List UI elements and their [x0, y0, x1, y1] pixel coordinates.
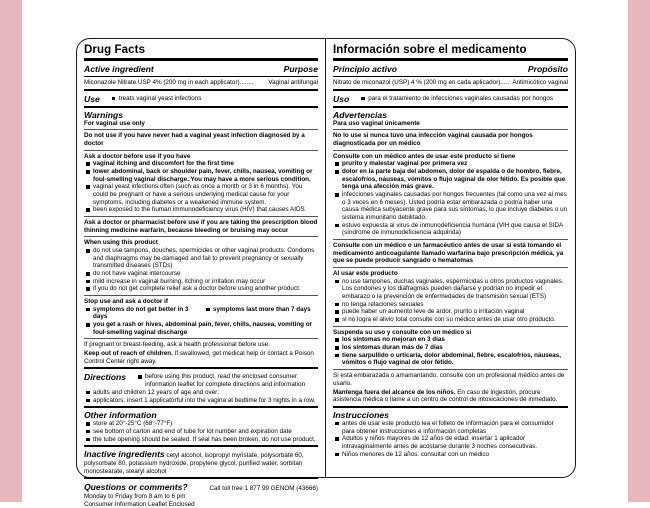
- active-ingredient-heading: Active ingredient: [84, 64, 154, 74]
- drug-facts-spanish-column: [326, 39, 575, 477]
- other-information-heading: Other information: [84, 410, 157, 421]
- directions-heading-es: Instrucciones: [333, 409, 389, 420]
- warnings-heading-es: Advertencias: [333, 109, 387, 120]
- use-heading: Use: [84, 93, 100, 104]
- active-ingredient-text: Miconazole Nitrate USP 4% (200 mg in each applicator)........: [84, 79, 254, 86]
- when-using-item-es: no use tampones, duchas vaginales, espermicidas u otros productos vaginales. Los condones y los diafragmas pueden dañarse y podrían no impedir el embarazo o la prevención de enfermedades de transmisión sexual (ETS): [333, 278, 568, 301]
- directions-item: adults and children 12 years of age and over:: [84, 389, 318, 397]
- ask-doctor-item: vaginal itching and discomfort for the first time: [84, 160, 318, 168]
- ask-doctor-item: been exposed to the human immunodeficiency virus (HIV) that causes AIDS: [84, 206, 318, 214]
- ask-pharmacist-text: Ask a doctor or pharmacist before use if you are taking the prescription blood thinning medicine warfarin, because bleeding or bruising may occur: [84, 219, 318, 234]
- when-using-item-es: si no logra el alivio total consulte con su médico antes de usar otro producto.: [333, 316, 568, 324]
- pink-edge-right: [628, 0, 650, 502]
- divider: [333, 76, 568, 77]
- ask-doctor-item-es: dolor en la parte baja del abdomen, dolor de espalda o de hombro, fiebre, escalofríos, náuseas, vómitos o flujo vaginal de olor fétido. Es posible que tenga una afección más grave.: [333, 168, 568, 191]
- divider: [84, 129, 318, 130]
- other-information-item: store at 20°-25°C (68°-77°F): [84, 420, 318, 428]
- questions-hours: Monday to Friday from 8 am to 6 pm: [84, 492, 186, 500]
- pregnancy-warning: If pregnant or breast-feeding, ask a health professional before use.: [84, 341, 270, 349]
- divider: [84, 445, 318, 447]
- directions-lead: before using this product, read the enclosed consumer information leaflet for complete directions and information: [136, 373, 318, 388]
- keep-out-of-reach-text: If swallowed, get medical help or contact a Poison Control Center right away.: [84, 350, 314, 365]
- divider: [84, 106, 318, 108]
- keep-out-of-reach-heading-es: Mantenga fuera del alcance de los niños.: [333, 388, 456, 396]
- divider: [333, 58, 568, 61]
- divider: [84, 216, 318, 217]
- questions-phone: Call toll free 1 877 99 GENOM (43666): [209, 485, 318, 493]
- use-text-es: para el tratamiento de infecciones vaginales causadas por hongos: [359, 95, 568, 103]
- use-heading-es: Uso: [333, 93, 350, 104]
- divider: [84, 58, 318, 61]
- warnings-subheading-es: Para uso vaginal únicamente: [333, 119, 420, 127]
- divider: [84, 295, 318, 296]
- when-using-item: if you do not get complete relief ask a doctor before using another product.: [84, 285, 318, 293]
- warnings-subheading: For vaginal use only: [84, 119, 145, 127]
- active-ingredient-text-es: Nitrato de miconazol (USP) 4 % (200 mg en cada aplicador).....: [333, 79, 510, 86]
- stop-use-item: you get a rash or hives, abdominal pain, fever, chills, nausea, vomiting or foul-smelling vaginal discharge: [84, 321, 318, 336]
- questions-leaflet: Consumer Information Leaflet Enclosed: [84, 500, 195, 508]
- ask-doctor-item: vaginal yeast infections often (such as once a month or 3 in 6 months). You could be pregnant or have a serious underlying medical cause for your symptoms, including diabetes or a weakened immune system.: [84, 183, 318, 206]
- inactive-ingredients-text: cetyl alcohol, isopropyl myristate, polysorbate 60, polysorbate 80, potassium hydroxide, propylene glycol, purified water, sorbitan monostearate, stearyl alcohol: [84, 452, 304, 475]
- directions-lead-es: antes de usar este producto lea el folleto de información para el consumidor para obtener instrucciones e información completas: [333, 420, 568, 435]
- warnings-heading: Warnings: [84, 109, 123, 120]
- ask-doctor-item-es: estuvo expuesta al virus de inmunodeficiencia humana (VIH que causa el SIDA (síndrome de inmunodeficiencia adquirida): [333, 222, 568, 237]
- when-using-item: do not have vaginal intercourse: [84, 270, 318, 278]
- when-using-heading: When using this product: [84, 239, 158, 247]
- divider: [84, 89, 318, 91]
- pink-edge-left: [0, 0, 22, 502]
- divider: [333, 129, 568, 130]
- directions-item-es: Niños menores de 12 años: consultar con un médico: [333, 451, 568, 459]
- purpose-text: Vaginal antifungal: [268, 79, 318, 86]
- ask-doctor-item-es: infecciones vaginales causadas por hongos frecuentes (tal como una vez al mes o 3 veces en 6 meses). Usted podría estar embarazada o podría haber una causa médica subyacente grave para sus síntomas, lo que incluye diabetes o un sistema inmunitario debilitado.: [333, 191, 568, 222]
- stop-use-heading-es: Suspenda su uso y consulte con un médico si: [333, 328, 472, 336]
- stop-use-item: symptoms do not get better in 3 days: [84, 306, 198, 321]
- when-using-item: mild increase in vaginal burning, itching or irritation may occur: [84, 278, 318, 286]
- other-information-item: see bottom of carton and end of tube for lot number and expiration date: [84, 428, 318, 436]
- divider: [84, 150, 318, 151]
- other-information-item: the tube opening should be sealed. If seal has been broken, do not use product.: [84, 436, 318, 444]
- pregnancy-warning-es: Si está embarazada o amamantando, consulte con un profesional médico antes de usarlo.: [333, 372, 565, 387]
- questions-heading: Questions or comments?: [84, 482, 188, 493]
- divider: [333, 369, 568, 370]
- divider: [333, 89, 568, 91]
- do-not-use-text: Do not use if you have never had a vaginal yeast infection diagnosed by a doctor: [84, 132, 305, 148]
- divider: [333, 150, 568, 151]
- stop-use-item-es: los síntomas no mejoran en 3 días: [333, 336, 568, 344]
- drug-facts-english-column: [77, 39, 326, 508]
- divider: [84, 406, 318, 408]
- purpose-text-es: Antimicótico vaginal: [512, 79, 568, 86]
- drug-facts-label: [76, 38, 576, 508]
- divider: [333, 106, 568, 108]
- divider: [84, 236, 318, 237]
- directions-item-es: Adultos y niños mayores de 12 años de edad: insertar 1 aplicador intravaginalmente antes de acostarse durante 3 noches consecutivas.: [333, 435, 568, 450]
- ask-doctor-item: lower abdominal, back or shoulder pain, fever, chills, nausea, vomiting or foul-smelling vaginal discharge. You may have a more serious condition.: [84, 168, 318, 183]
- ask-pharmacist-text-es: Consulte con un médico o un farmacéutico antes de usar si está tomando el medicamento anticoagulante llamado warfarina bajo prescripción médica, ya que se puede producir sangrado o hematomas: [333, 242, 564, 265]
- page-title-es: Información sobre el medicamento: [333, 44, 527, 56]
- do-not-use-text-es: No lo use si nunca tuvo una infección vaginal causada por hongos diagnosticada por un médico: [333, 132, 533, 148]
- stop-use-heading: Stop use and ask a doctor if: [84, 298, 168, 306]
- when-using-item: do not use tampons, douches, spermicides or other vaginal products. Condoms and diaphragms may be damaged and fail to prevent pregnancy or sexually transmitted diseases (STDs): [84, 247, 318, 270]
- divider: [84, 338, 318, 339]
- directions-item: applicators: insert 1 applicatorful into the vagina at bedtime for 3 nights in a row.: [84, 397, 318, 405]
- inactive-ingredients-heading: Inactive ingredients: [84, 449, 165, 460]
- page-title: Drug Facts: [84, 44, 146, 56]
- divider: [333, 267, 568, 268]
- when-using-heading-es: Al usar este producto: [333, 270, 398, 278]
- divider: [333, 326, 568, 327]
- purpose-heading-es: Propósito: [527, 64, 568, 74]
- stop-use-item: symptoms last more than 7 days: [204, 306, 318, 321]
- keep-out-of-reach-text-es: En caso de ingestión, procure asistencia médica o llame a un centro de control de intoxicaciones de inmediato.: [333, 388, 558, 404]
- ask-doctor-heading-es: Consulte con un médico antes de usar este producto si tiene: [333, 152, 516, 160]
- ask-doctor-item-es: prurito y malestar vaginal por primera vez: [333, 160, 568, 168]
- use-text: treats vaginal yeast infections: [110, 95, 318, 103]
- ask-doctor-heading: Ask a doctor before use if you have: [84, 152, 191, 160]
- divider: [84, 367, 318, 369]
- directions-heading: Directions: [84, 372, 127, 383]
- divider: [333, 239, 568, 240]
- divider: [84, 76, 318, 77]
- active-ingredient-heading-es: Principio activo: [333, 64, 397, 74]
- keep-out-of-reach-heading: Keep out of reach of children.: [84, 350, 173, 358]
- divider: [84, 477, 318, 479]
- when-using-item-es: no tenga relaciones sexuales: [333, 301, 568, 309]
- stop-use-item-es: tiene sarpullido o urticaria, dolor abdominal, fiebre, escalofríos, náuseas, vómitos o flujo vaginal de olor fétido.: [333, 352, 568, 367]
- stop-use-item-es: los síntomas duran más de 7 días: [333, 344, 568, 352]
- when-using-item-es: puede haber un aumento leve de ardor, prurito o irritación vaginal: [333, 308, 568, 316]
- purpose-heading: Purpose: [283, 64, 318, 74]
- divider: [333, 406, 568, 408]
